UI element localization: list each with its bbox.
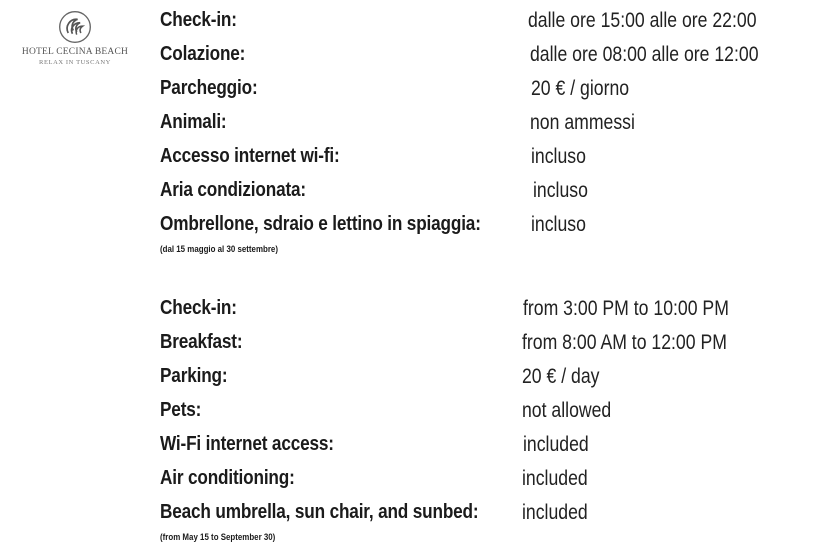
info-label: Aria condizionata:	[160, 179, 306, 201]
info-value: incluso	[531, 213, 586, 236]
info-row-checkin-it	[160, 9, 800, 39]
season-note-en: (from May 15 to September 30)	[160, 532, 276, 542]
info-label: Breakfast:	[160, 331, 243, 353]
info-row-ombrellone-it	[160, 213, 800, 243]
info-value: incluso	[533, 179, 588, 202]
season-note-it: (dal 15 maggio al 30 settembre)	[160, 244, 278, 254]
hotel-logo	[20, 10, 130, 66]
info-row-checkin-en	[160, 297, 800, 327]
hotel-name: HOTEL CECINA BEACH	[21, 47, 129, 57]
info-row-wifi-en	[160, 433, 800, 463]
info-row-pets-en	[160, 399, 800, 429]
info-label: Animali:	[160, 111, 227, 133]
info-label: Parcheggio:	[160, 77, 258, 99]
info-value: included	[523, 433, 589, 456]
info-value: 20 € / giorno	[531, 77, 630, 100]
info-row-animali-it	[160, 111, 800, 141]
info-value: from 8:00 AM to 12:00 PM	[522, 331, 727, 354]
info-value: dalle ore 15:00 alle ore 22:00	[528, 9, 757, 32]
info-label: Beach umbrella, sun chair, and sunbed:	[160, 501, 479, 523]
hotel-tagline: RELAX IN TUSCANY	[39, 59, 111, 66]
info-value: included	[522, 501, 588, 524]
info-row-beach-en	[160, 501, 800, 531]
info-label: Parking:	[160, 365, 228, 387]
info-label: Pets:	[160, 399, 202, 421]
info-label: Check-in:	[160, 9, 237, 31]
info-row-parcheggio-it	[160, 77, 800, 107]
info-label: Check-in:	[160, 297, 237, 319]
wave-logo-icon	[58, 10, 92, 44]
info-label: Ombrellone, sdraio e lettino in spiaggia:	[160, 213, 481, 235]
info-value: incluso	[531, 145, 586, 168]
info-label: Wi-Fi internet access:	[160, 433, 334, 455]
info-row-colazione-it	[160, 43, 800, 73]
info-row-aria-it	[160, 179, 800, 209]
info-label: Accesso internet wi-fi:	[160, 145, 340, 167]
info-row-parking-en	[160, 365, 800, 395]
info-value: from 3:00 PM to 10:00 PM	[523, 297, 729, 320]
info-label: Air conditioning:	[160, 467, 295, 489]
info-row-aircon-en	[160, 467, 800, 497]
info-row-wifi-it	[160, 145, 800, 175]
info-value: non ammessi	[530, 111, 635, 134]
info-label: Colazione:	[160, 43, 246, 65]
info-value: not allowed	[522, 399, 612, 422]
info-value: 20 € / day	[522, 365, 600, 388]
info-row-breakfast-en	[160, 331, 800, 361]
info-value: dalle ore 08:00 alle ore 12:00	[530, 43, 759, 66]
info-value: included	[522, 467, 588, 490]
